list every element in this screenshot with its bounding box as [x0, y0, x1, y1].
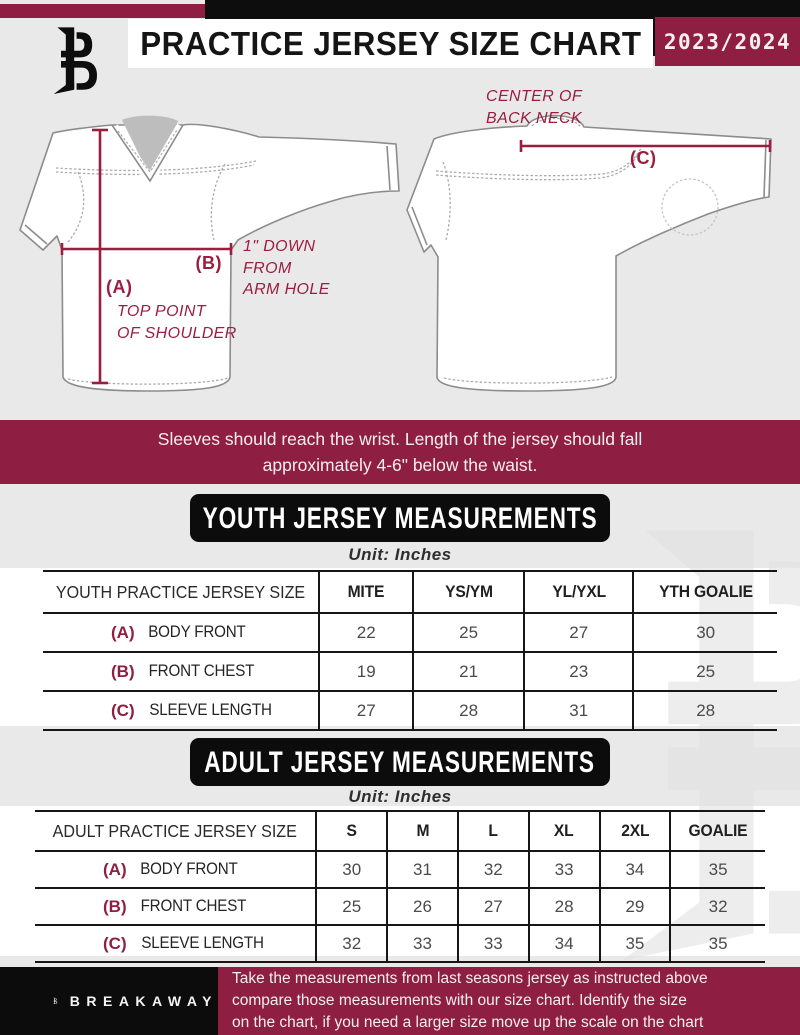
adult-section-title: ADULT JERSEY MEASUREMENTS — [204, 744, 596, 778]
table-cell: 29 — [599, 889, 670, 924]
youth-size-table — [43, 570, 777, 731]
table-cell: 22 — [318, 614, 412, 651]
title-box — [128, 19, 653, 68]
adult-unit-label: Unit: Inches — [348, 787, 452, 806]
table-cell: 34 — [528, 926, 599, 961]
label-b-line2: FROM — [243, 259, 292, 277]
table-cell: 32 — [457, 852, 528, 887]
youth-section-banner — [190, 494, 610, 542]
youth-unit-label: Unit: Inches — [348, 545, 452, 564]
page-title: PRACTICE JERSEY SIZE CHART — [139, 24, 642, 62]
column-header: YTH GOALIE — [632, 572, 777, 612]
label-b-line3: ARM HOLE — [243, 281, 330, 298]
column-header: YS/YM — [412, 572, 523, 612]
footer-instruction-line3: on the chart, if you need a larger size move up the scale on the chart — [232, 1014, 704, 1031]
table-cell: 32 — [669, 889, 765, 924]
label-c-line2: BACK NECK — [486, 109, 583, 127]
fit-notice-banner — [0, 420, 800, 484]
adult-size-table — [35, 810, 765, 963]
row-label-cell: (A) BODY FRONT — [103, 859, 238, 879]
table-cell: 35 — [599, 926, 670, 961]
column-header: M — [386, 812, 457, 850]
table-cell: 27 — [457, 889, 528, 924]
table-cell: 33 — [528, 852, 599, 887]
column-header: 2XL — [599, 812, 670, 850]
column-header: ADULT PRACTICE JERSEY SIZE — [53, 820, 298, 841]
table-cell: 21 — [412, 653, 523, 690]
table-row — [35, 924, 765, 963]
column-header: XL — [528, 812, 599, 850]
table-cell: 33 — [457, 926, 528, 961]
label-b-line1: 1" DOWN — [243, 238, 316, 255]
brand-name: BREAKAWAY — [69, 993, 218, 1009]
table-cell: 25 — [632, 653, 777, 690]
label-a-key: (A) — [106, 277, 133, 297]
breakaway-logo-icon — [52, 981, 58, 1021]
header-maroon-strip — [0, 4, 205, 18]
table-cell: 23 — [523, 653, 632, 690]
row-label-cell: (B) FRONT CHEST — [103, 896, 246, 916]
table-row — [35, 887, 765, 924]
label-c-note — [486, 86, 582, 129]
row-label-cell: (C) SLEEVE LENGTH — [103, 933, 264, 953]
table-cell: 35 — [669, 926, 765, 961]
footer-brand-box — [0, 967, 218, 1035]
table-cell: 31 — [523, 692, 632, 729]
youth-section-title: YOUTH JERSEY MEASUREMENTS — [202, 500, 598, 534]
footer-instructions — [218, 967, 800, 1035]
column-header: YL/YXL — [523, 572, 632, 612]
label-a-line2: OF SHOULDER — [117, 324, 237, 342]
table-header-row — [35, 810, 765, 850]
row-label-cell: (B) FRONT CHEST — [111, 661, 254, 681]
row-label-cell: (C) SLEEVE LENGTH — [111, 700, 272, 720]
table-cell: 25 — [315, 889, 386, 924]
table-cell: 19 — [318, 653, 412, 690]
table-cell: 26 — [386, 889, 457, 924]
column-header: GOALIE — [669, 812, 765, 850]
adult-section-banner — [190, 738, 610, 786]
fit-notice-line1: Sleeves should reach the wrist. Length of the jersey should fall — [157, 429, 643, 449]
label-a-line1: TOP POINT — [117, 303, 206, 320]
label-b-key: (B) — [195, 253, 222, 273]
footer-instruction-line1: Take the measurements from last seasons jersey as instructed above — [232, 970, 708, 987]
column-header: MITE — [318, 572, 412, 612]
row-label-cell: (A) BODY FRONT — [111, 622, 246, 642]
fit-notice-line2: approximately 4-6" below the waist. — [262, 455, 538, 475]
column-header: YOUTH PRACTICE JERSEY SIZE — [55, 581, 306, 602]
table-cell: 35 — [669, 852, 765, 887]
label-b-note — [243, 236, 330, 301]
back-jersey-illustration — [407, 116, 771, 391]
jersey-diagrams — [0, 88, 800, 420]
table-cell: 31 — [386, 852, 457, 887]
table-cell: 32 — [315, 926, 386, 961]
table-cell: 27 — [523, 614, 632, 651]
table-row — [43, 612, 777, 651]
table-row — [35, 850, 765, 887]
label-c-line1: CENTER OF — [486, 88, 583, 105]
table-header-row — [43, 570, 777, 612]
table-cell: 33 — [386, 926, 457, 961]
table-cell: 28 — [412, 692, 523, 729]
table-cell: 28 — [528, 889, 599, 924]
table-cell: 30 — [632, 614, 777, 651]
table-cell: 30 — [315, 852, 386, 887]
label-a-note — [117, 301, 237, 344]
footer-instruction-line2: compare those measurements with our size chart. Identify the size — [232, 992, 687, 1009]
label-c-key: (C) — [630, 148, 657, 168]
season-badge — [655, 17, 800, 66]
table-cell: 28 — [632, 692, 777, 729]
breakaway-logo-icon — [42, 25, 104, 97]
table-cell: 34 — [599, 852, 670, 887]
table-row — [43, 651, 777, 690]
table-cell: 27 — [318, 692, 412, 729]
column-header: L — [457, 812, 528, 850]
column-header: S — [315, 812, 386, 850]
table-row — [43, 690, 777, 731]
season-label: 2023/2024 — [663, 29, 792, 54]
table-cell: 25 — [412, 614, 523, 651]
